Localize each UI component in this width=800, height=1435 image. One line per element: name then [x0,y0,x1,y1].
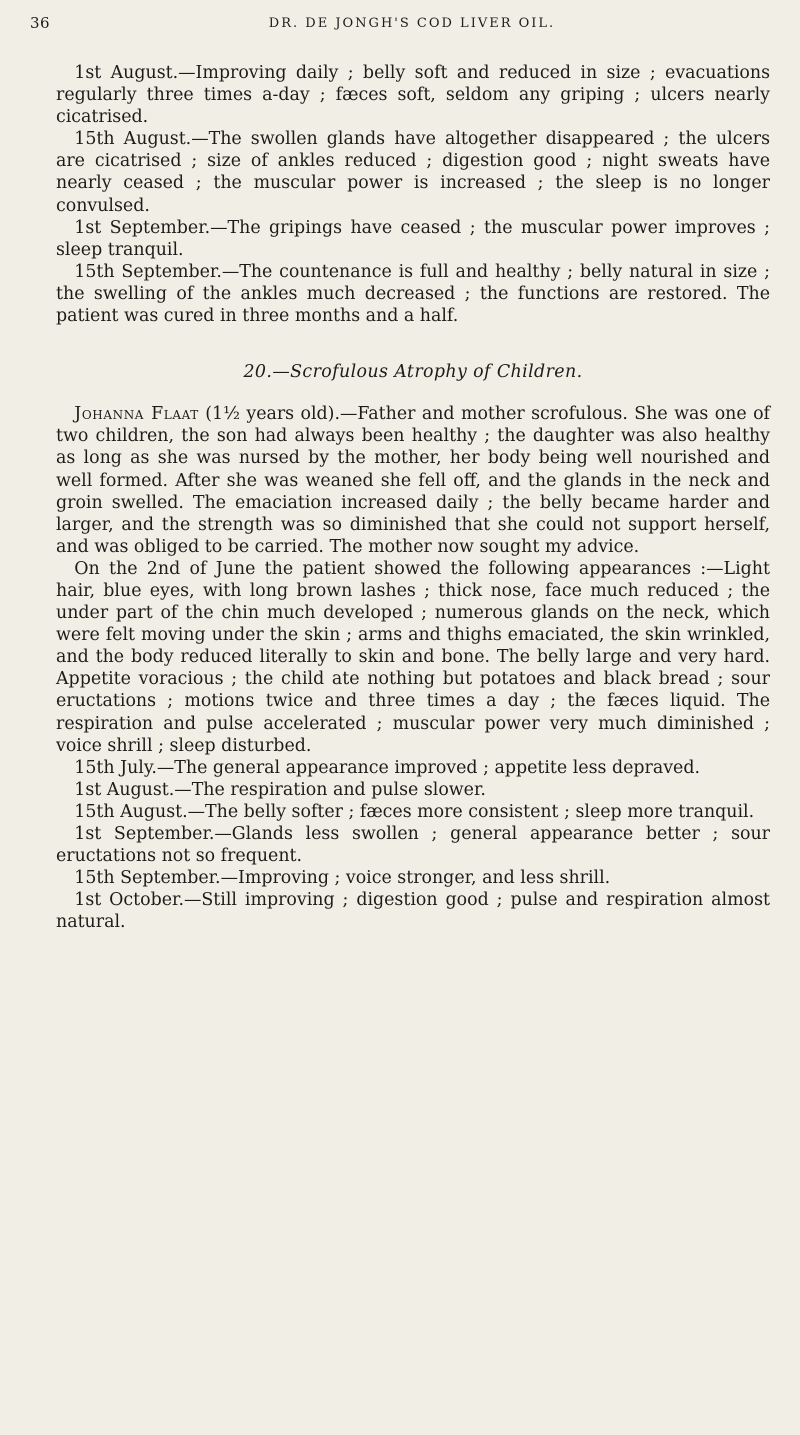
case-intro-text: years old).—Father and mother scrofulous. She was one of two children, the son had always been healthy ; the daughter was also healthy as long as she was nursed by the mother, her body being well nourished and well formed. After she was weaned she fell off, and the glands in the neck and groin swelled. The emaciation increased daily ; the belly became harder and larger, and the strength was so diminished that she could not support herself, and was obliged to be carried. The mother now sought my advice. [56,404,770,557]
paragraph-sep-1-case: 1st September.—Glands less swollen ; general appearance better ; sour eructations not so frequent. [56,824,770,867]
paragraph-oct-1-case: 1st October.—Still improving ; digestion good ; pulse and respiration almost natural. [56,890,770,933]
paragraph-aug-15-case: 15th August.—The belly softer ; fæces more consistent ; sleep more tranquil. [74,801,755,822]
page-number: 36 [30,14,51,32]
section-heading: 20.—Scrofulous Atrophy of Children. [243,362,583,383]
paragraph-sep-15-case: 15th September.—Improving ; voice stronger, and less shrill. [74,868,611,889]
paragraph-aug-15: 15th August.—The swollen glands have altogether disappeared ; the ulcers are cicatrised ; size of ankles reduced ; digestion good ; night sweats have nearly ceased ; the muscular power is increased ; the sleep is no longer convulsed. [56,129,770,216]
patient-name: Johanna Flaat [74,404,199,425]
paragraph-aug-1: 1st August.—Improving daily ; belly soft and reduced in size ; evacuations regularly three times a-day ; fæces soft, seldom any griping ; ulcers nearly cicatrised. [56,63,770,128]
running-head: DR. DE JONGH'S COD LIVER OIL. [268,16,556,31]
paragraph-june-2: On the 2nd of June the patient showed the following appearances :—Light hair, blue eyes, with long brown lashes ; thick nose, face much reduced ; the under part of the chin much developed ; numerous glands on the neck, which were felt moving under the skin ; arms and thighs emaciated, the skin wrinkled, and the body reduced literally to skin and bone. The belly large and very hard. Appetite voracious ; the child ate nothing but potatoes and black bread ; sour eructations ; motions twice and three times a day ; the fæces liquid. The respiration and pulse accelerated ; muscular power very much diminished ; voice shrill ; sleep disturbed. [56,558,770,756]
patient-age: (1½ [205,404,240,425]
paragraph-sep-15: 15th September.—The countenance is full and healthy ; belly natural in size ; the swelling of the ankles much decreased ; the functions are restored. The patient was cured in three months and a half. [56,261,770,327]
paragraph-july-15: 15th July.—The general appearance improved ; appetite less depraved. [74,757,700,778]
paragraph-sep-1: 1st September.—The gripings have ceased ; the muscular power improves ; sleep tranquil. [56,217,770,260]
body-text [56,62,770,933]
case-intro-paragraph [56,403,770,558]
paragraph-aug-1-case: 1st August.—The respiration and pulse slower. [74,779,486,800]
